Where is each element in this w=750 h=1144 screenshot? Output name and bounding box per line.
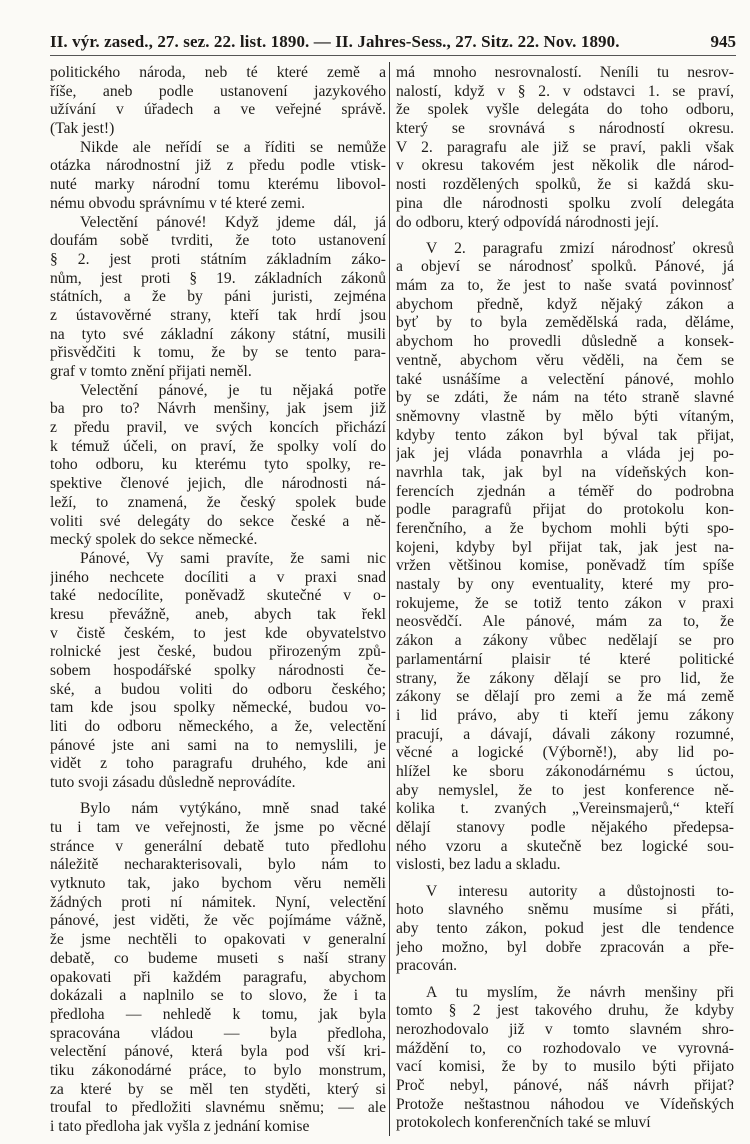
text-line: A tu myslím, že návrh menšiny při <box>426 983 734 1001</box>
paragraph <box>396 883 734 976</box>
text-line: věcné a logické (Výborně!), aby lid po- <box>396 744 734 762</box>
text-line: ské, a budou voliti do odboru českého; <box>50 680 386 698</box>
text-line: abychom předně, když nějaký zákon a <box>396 295 734 313</box>
text-line: ferencích zjednán a téměř do podrobna <box>396 482 734 500</box>
text-line: podle paragrafů přijat do protokolu kon- <box>396 501 734 519</box>
text-line: pánové jste ani sami na to nemyslili, je <box>50 736 386 754</box>
left-column <box>50 64 386 1144</box>
text-line: stránce v generální debatě tuto předlohu <box>50 837 386 855</box>
text-line: v čistě českém, to jest kde obyvatelstvo <box>50 624 386 642</box>
text-line: a objeví se národnosť spolků. Pánové, já <box>396 258 734 276</box>
text-line: V 2. paragrafu zmizí národnosť okresů <box>426 239 734 257</box>
text-line: strany, že zákony dělají se pro lid, že <box>396 669 734 687</box>
text-line: také nedocílite, poněvadž skutečné v o- <box>50 587 386 605</box>
text-line: rokujeme, že se totiž tento zákon v praxi <box>396 594 734 612</box>
text-line: otázka národnostní již z předu podle vtisk- <box>50 157 386 175</box>
text-line: politického národa, neb té které země a <box>50 64 386 81</box>
text-line: tuto svoji zásadu důsledně neprovádíte. <box>50 774 296 792</box>
text-line: navrhla tak, jak byl na vídeňských kon- <box>396 463 734 481</box>
text-line: opakovati při každém paragrafu, abychom <box>50 968 386 986</box>
text-line: leží, to znamená, že český spolek bude <box>50 493 386 511</box>
text-line: který se srovnává s národností okresu. <box>396 120 734 138</box>
text-line: parlamentární plaisir té které politické <box>396 650 734 668</box>
text-line: ferenčního, a že bychom mohli býti spo- <box>396 520 734 537</box>
text-line: kdyby tento zákon byl býval tak přijat, <box>396 426 734 444</box>
text-line: mám za to, že jest to naše svatá povinnosť <box>396 277 734 295</box>
paragraph <box>396 240 734 875</box>
text-line: nému obvodu správnímu v té které zemi. <box>50 194 306 212</box>
text-line: Pánové, Vy sami pravíte, že sami nic <box>80 549 386 567</box>
text-line: aby tento zákon, pokud jest dle tendence <box>396 919 734 937</box>
text-line: kolika t. zvaných „Vereinsmajerů,“ kteří <box>396 800 734 818</box>
text-line: liti do odboru německého, a že, velectění <box>50 718 386 736</box>
text-line: i lid právo, aby ti kteří jemu zákony <box>396 706 734 724</box>
text-line: V 2. paragrafu ale již se praví, pakli však <box>396 138 734 156</box>
text-line: vislosti, bez ladu a skladu. <box>396 856 561 874</box>
text-line: hoto slavného sněmu musíme si přáti, <box>396 901 734 919</box>
text-line: nům, jest proti § 19. základních zákonů <box>50 269 386 287</box>
text-line: toho odboru, ku kterému tyto spolky, re- <box>50 456 386 474</box>
text-line: doufám sobě tvrditi, že toto ustanovení <box>50 232 386 250</box>
text-section <box>396 984 734 1134</box>
text-line: pina dle národnosti spolku zvolí delegáta <box>396 194 734 212</box>
text-section <box>50 64 386 793</box>
text-line: i tato předloha jak vyšla z jednání komise <box>50 1118 310 1135</box>
text-line: Velectění pánové! Když jdeme dál, já <box>80 213 386 231</box>
text-line: tomto § 2 jest takového druhu, že kdyby <box>396 1002 734 1020</box>
text-line: pracují, a dávají, dávali zákony rozumné, <box>396 725 734 743</box>
text-line: že jsme nechtěli to opakovati v generalní <box>50 931 386 949</box>
text-line: do odboru, který odpovídá národnosti její. <box>396 213 659 231</box>
paragraph <box>50 382 386 550</box>
text-line: sněmovny vlastně by mělo býti vítaným, <box>396 407 734 425</box>
text-line: aby nemyslel, že to jest konference ně- <box>396 781 734 799</box>
text-line: mecký spolek do sekce německé. <box>50 531 258 549</box>
text-line: žádných proti ní námitek. Nyní, velectění <box>50 893 386 911</box>
running-header <box>50 28 736 56</box>
text-line: na tyto své základní zákony státní, musili <box>50 325 386 343</box>
text-line: státních, a že by páni juristi, zejména <box>50 288 386 306</box>
text-line: jak jej vláda ponavrhla a vláda jej po- <box>396 445 734 463</box>
text-line: kresu převážně, aneb, abych tak řekl <box>50 605 386 623</box>
text-line: pánové, jest viděti, že věc pojímáme vážně, <box>50 912 386 930</box>
text-line: z ústavověrné strany, kteří tak hrdí jsou <box>50 306 386 324</box>
text-line: že spolek vyšle delegáta do toho odboru, <box>396 101 734 119</box>
right-column <box>396 64 734 1141</box>
text-line: § 2. jest proti státním základním záko- <box>50 250 386 268</box>
text-line: Nikde ale neřídí se a říditi se nemůže <box>80 138 386 156</box>
text-line: k témuž účeli, on praví, že spolky volí do <box>50 437 386 455</box>
text-line: abychom ho provedli důsledně a konsek- <box>396 333 734 351</box>
text-line: jiného nechcete docíliti a v praxi snad <box>50 568 386 586</box>
paragraph <box>50 800 386 1136</box>
text-line: Bylo nám vytýkáno, mně snad také <box>80 800 386 818</box>
text-line: spektive členové jejich, dle národnosti ná- <box>50 475 386 493</box>
text-line: pracován. <box>396 957 458 975</box>
text-section <box>396 64 734 232</box>
text-line: V interesu autority a důstojnosti to- <box>426 882 734 900</box>
text-line: vidět z toho paragrafu druhého, kde ani <box>50 755 386 773</box>
page-number: 945 <box>710 32 736 51</box>
text-line: zákony se dělají pro zemi a že má země <box>396 688 734 706</box>
text-line: kojeni, kdyby byl přijat tak, jak jest na- <box>396 538 734 556</box>
text-line: vací komisi, že by to musilo býti přijato <box>396 1058 734 1076</box>
text-line: ného vzoru a skutečně bez logické sou- <box>396 837 734 855</box>
text-line: tu i tam ve veřejnosti, že jsme po věcné <box>50 819 386 836</box>
paragraph <box>50 139 386 214</box>
text-section <box>50 800 386 1136</box>
text-line: byť by to byla zemědělská rada, děláme, <box>396 314 734 332</box>
text-line: Proč nebyl, pánové, náš návrh přijat? <box>396 1076 734 1094</box>
text-line: jeho možno, byl dobře zpracován a pře- <box>396 938 734 956</box>
text-line: neosvědčí. Ale pánové, mám za to, že <box>396 613 734 631</box>
column-divider <box>389 62 390 1136</box>
text-line: protokolech konferenčních také se mluví <box>396 1114 651 1132</box>
text-line: spracována vládou — byla předloha, <box>50 1024 386 1042</box>
text-line: náležitě necharakterisovali, bylo nám to <box>50 856 386 874</box>
text-line: nerozhodovalo již v tomto slavném shro- <box>396 1020 734 1038</box>
paragraph <box>396 984 734 1134</box>
text-line: nalostí, když v § 2. v odstavci 1. se praví, <box>396 82 734 100</box>
text-line: Velectění pánové, je tu nějaká potře <box>80 381 386 399</box>
paragraph <box>396 64 734 232</box>
text-line: v okresu takovém jest několik dle národ- <box>396 157 734 175</box>
text-line: Protože neštastnou náhodou ve Vídeňských <box>396 1095 734 1113</box>
text-line: vytknuto tak, jako bychom věru neměli <box>50 875 386 893</box>
text-line: troufal to předložiti slavnému sněmu; — ale <box>50 1099 386 1117</box>
text-line: velectění pánové, která byla pod vší kri- <box>50 1043 386 1061</box>
text-line: přisvědčiti k tomu, že by se tento para- <box>50 344 386 362</box>
text-line: za které by se měl ten styděti, který si <box>50 1080 386 1098</box>
text-line: by se zdáti, že nám na této straně slavné <box>396 389 734 407</box>
text-line: ventně, abychom věru věděli, na čem se <box>396 351 734 369</box>
text-line: zákon a zákony vůbec nedělají se pro <box>396 632 734 650</box>
text-line: tiku zákonodárné práce, to bylo monstrum, <box>50 1061 386 1079</box>
text-line: graf v tomto znění přijati neměl. <box>50 363 252 380</box>
text-line: tam kde jsou spolky německé, budou vo- <box>50 699 386 717</box>
text-line: dělají stanovy podle nějakého předepsa- <box>396 819 734 836</box>
text-line: ba pro to? Návrh menšiny, jak jsem již <box>50 400 386 418</box>
text-section <box>396 883 734 976</box>
paragraph <box>50 214 386 382</box>
text-line: má mnoho nesrovnalostí. Neníli tu nesrov- <box>396 64 734 81</box>
header-title: II. výr. zased., 27. sez. 22. list. 1890. — II. Jahres-Sess., 27. Sitz. 22. Nov. 1890. <box>50 32 620 51</box>
text-line: z předu pravil, ve svých koncích přichází <box>50 419 386 437</box>
text-line: dokázali a naplnilo se to slovo, že i ta <box>50 987 386 1005</box>
text-line: nastaly by ony eventuality, které my pro- <box>396 576 734 594</box>
text-line: hlížel ke sboru zákonodárnému s úctou, <box>396 762 734 780</box>
text-line: sobem hospodářské spolky národnosti če- <box>50 662 386 679</box>
paragraph <box>50 550 386 793</box>
text-line: voliti své delegáty do sekce české a ně- <box>50 512 386 530</box>
paragraph <box>50 64 386 139</box>
text-line: užívání v úřadech a ve veřejné správě. <box>50 101 386 119</box>
text-line: debatě, co budeme museti s naší strany <box>50 949 386 967</box>
text-line: (Tak jest!) <box>50 120 115 138</box>
text-line: také usnášíme a velectění pánové, mohlo <box>396 370 734 388</box>
text-line: říše, aneb podle ustanovení jazykového <box>50 82 386 100</box>
text-line: rolnické jest české, budou přirozeným způ- <box>50 643 386 661</box>
text-line: máždění to, co rozhodovalo ve vyrovná- <box>396 1039 734 1057</box>
text-line: nuté marky národní tomu kterému libovol- <box>50 176 386 194</box>
text-line: vržen většinou komise, poněvadž tím spíše <box>396 557 734 575</box>
text-line: předloha — nehledě k tomu, jak byla <box>50 1005 386 1023</box>
text-section <box>396 240 734 875</box>
text-line: nosti rozdělených spolků, že si každá sku- <box>396 176 734 194</box>
